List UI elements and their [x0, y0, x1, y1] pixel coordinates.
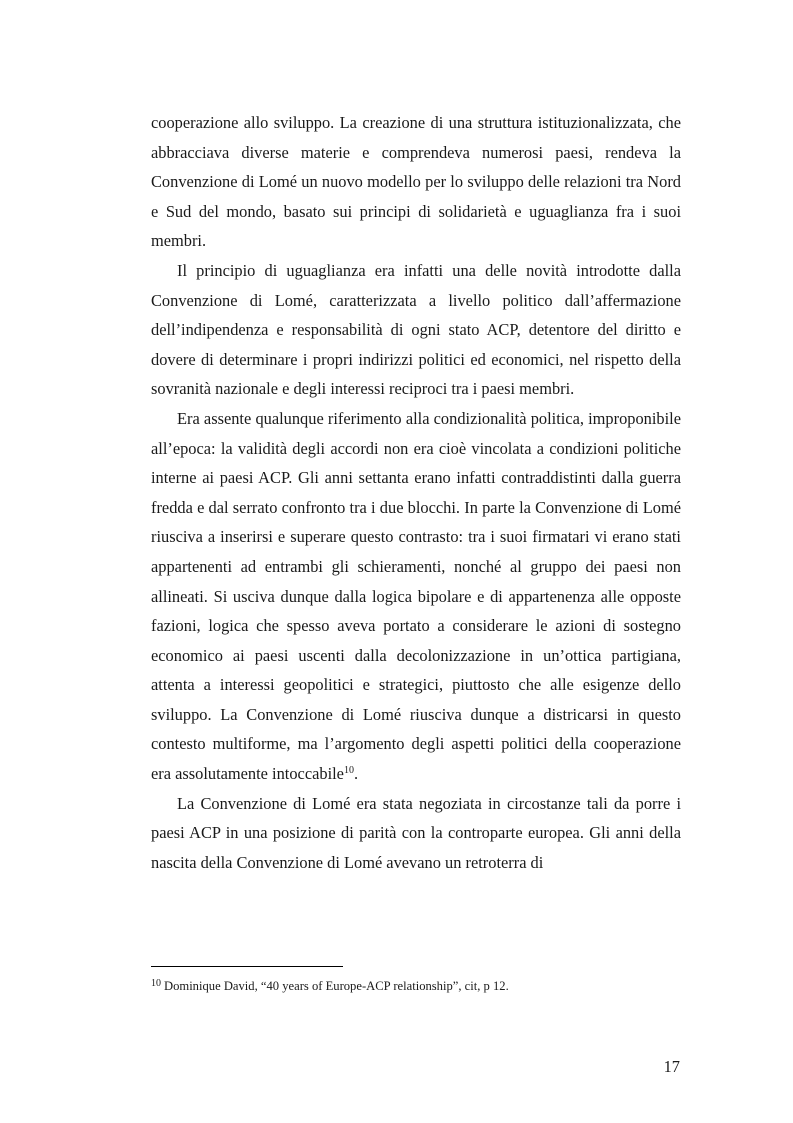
paragraph-4: La Convenzione di Lomé era stata negoziata in circostanze tali da porre i paesi ACP in una posizione di parità con la controparte europea. Gli anni della nascita della Convenzione di Lomé avevano un retroterra di — [151, 793, 681, 872]
paragraph-3 — [151, 404, 681, 789]
footnote-reference[interactable]: 10 — [343, 765, 354, 777]
paragraph-2: Il principio di uguaglianza era infatti una delle novità introdotte dalla Convenzione di Lomé, caratterizzata a livello politico dall’affermazione dell’indipendenza e responsabilità di ogni stato ACP, detentore del diritto e dovere di determinare i propri indirizzi politici ed economici, nel rispetto della sovranità nazionale e degli interessi reciproci tra i paesi membri. — [151, 260, 681, 399]
body-text — [151, 108, 681, 877]
footnote-text: Dominique David, “40 years of Europe-ACP relationship”, cit, p 12. — [164, 979, 509, 993]
page-number: 17 — [663, 1057, 680, 1076]
footnote-number: 10 — [151, 978, 161, 989]
paragraph-3-text: Era assente qualunque riferimento alla condizionalità politica, improponibile all’epoca: la validità degli accordi non era cioè vincolata a condizioni politiche interne ai paesi ACP. Gli anni settanta erano infatti contraddistinti dalla guerra fredda e dal serrato confronto tra i due blocchi. In parte la Convenzione di Lomé riusciva a inserirsi e superare questo contrasto: tra i suoi firmatari vi erano stati appartenenti ad entrambi gli schieramenti, nonché al gruppo dei paesi non allineati. Si usciva dunque dalla logica bipolare e di appartenenza alle opposte fazioni, logica che spesso aveva portato a considerare le azioni di sostegno economico ai paesi uscenti dalla decolonizzazione in un’ottica partigiana, attenta a interessi geopolitici e strategici, piuttosto che alle esigenze dello sviluppo. La Convenzione di Lomé riusciva dunque a districarsi in questo contesto multiforme, ma l’argomento degli aspetti politici della cooperazione era assolutamente intoccabile — [151, 408, 681, 784]
footnote — [151, 978, 681, 996]
paragraph-1: cooperazione allo sviluppo. La creazione di una struttura istituzionalizzata, che abbracciava diverse materie e comprendeva numerosi paesi, rendeva la Convenzione di Lomé un nuovo modello per lo sviluppo delle relazioni tra Nord e Sud del mondo, basato sui principi di solidarietà e uguaglianza fra i suoi membri. — [151, 113, 681, 251]
footnote-separator — [151, 966, 343, 967]
footnote-reference-period: . — [353, 764, 359, 784]
